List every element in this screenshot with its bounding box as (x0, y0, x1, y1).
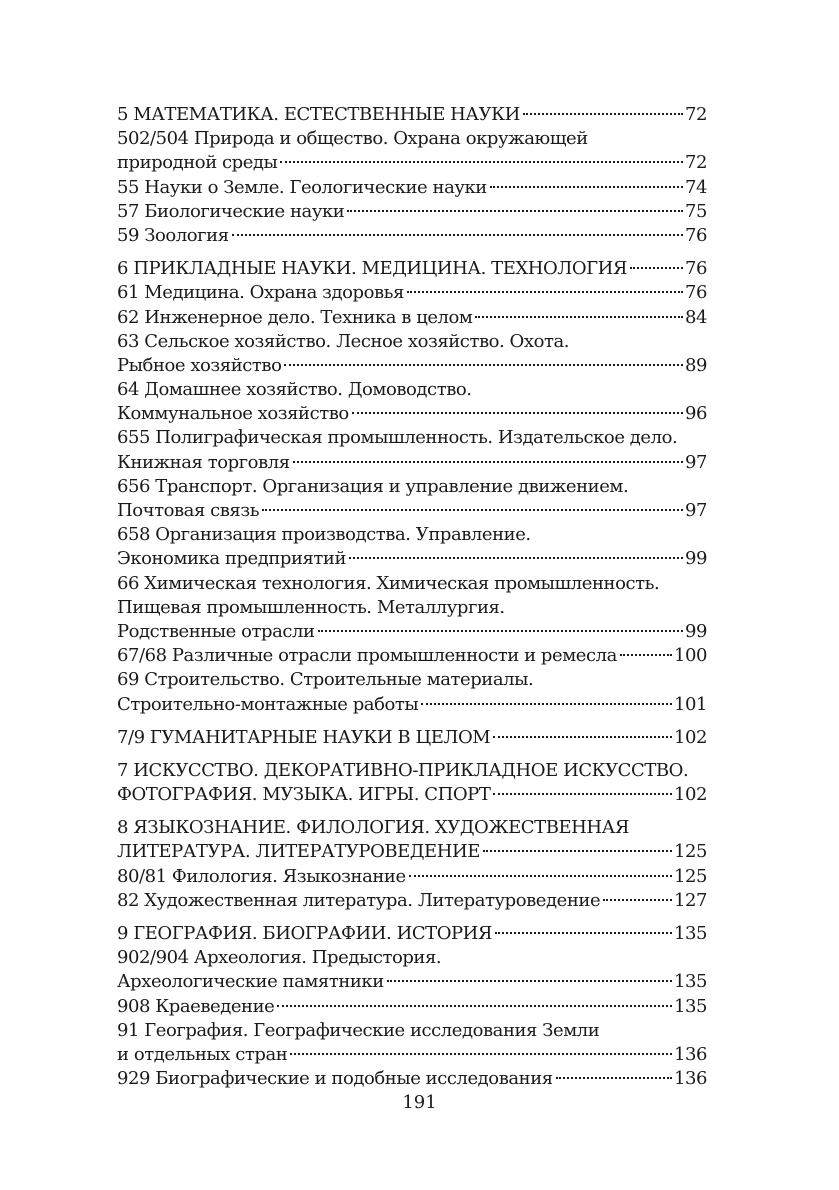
toc-entry-title: 502/504 Природа и общество. Охрана окружающей (117, 128, 588, 150)
toc-entry[interactable] (117, 426, 707, 474)
toc-entry[interactable] (117, 475, 707, 523)
toc-entry-title: 57 Биологические науки (117, 200, 345, 222)
dot-leader (421, 703, 672, 705)
toc-entry-title: Рыбное хозяйство (117, 354, 282, 376)
toc-entry-title: Строительно-монтажные работы (117, 693, 419, 715)
dot-leader (284, 364, 683, 366)
toc-entry-title: 658 Организация производства. Управление. (117, 524, 531, 546)
toc-entry-line (117, 572, 707, 596)
toc-entry[interactable] (117, 281, 707, 305)
toc-entry-line (117, 816, 707, 840)
toc-entry-line (117, 644, 707, 668)
toc-page-number: 72 (684, 104, 707, 125)
dot-leader (347, 210, 683, 212)
toc-page-number: 135 (673, 995, 707, 1017)
toc-page-number: 97 (684, 500, 707, 521)
toc-entry[interactable] (117, 330, 707, 378)
dot-leader (352, 412, 683, 414)
toc-entry-line (117, 402, 707, 426)
toc-page-number: 84 (684, 306, 707, 328)
toc-page-number: 99 (684, 620, 707, 642)
toc-page-number: 97 (684, 451, 707, 473)
toc-section-heading[interactable] (117, 103, 707, 127)
toc-entry[interactable] (117, 306, 707, 330)
toc-page-number: 74 (684, 176, 707, 198)
toc-entry-title: 67/68 Различные отрасли промышленности и ремесла (117, 645, 617, 667)
toc-entry-title: 69 Строительство. Строительные материалы. (117, 669, 534, 691)
dot-leader (409, 875, 672, 877)
toc-page-number: 89 (684, 354, 707, 376)
dot-leader (490, 186, 683, 188)
toc-entry-title: 6 ПРИКЛАДНЫЕ НАУКИ. МЕДИЦИНА. ТЕХНОЛОГИЯ (117, 258, 627, 280)
toc-entry-title: 7 ИСКУССТВО. ДЕКОРАТИВНО-ПРИКЛАДНОЕ ИСКУССТВО. (117, 759, 689, 781)
dot-leader (620, 654, 672, 656)
toc-page-number: 72 (684, 152, 707, 174)
toc-entry[interactable] (117, 644, 707, 668)
toc-entry-line (117, 224, 707, 248)
toc-entry-title: 59 Зоология (117, 224, 229, 246)
toc-entry-line (117, 547, 707, 571)
toc-entry-title: Родственные отрасли (117, 620, 315, 642)
toc-entry-title: 62 Инженерное дело. Техника в целом (117, 306, 473, 328)
toc-entry-line (117, 1043, 707, 1067)
toc-page-number: 127 (673, 889, 707, 911)
toc-entry-title: и отдельных стран (117, 1043, 288, 1065)
toc-entry-title: 656 Транспорт. Организация и управление движением. (117, 475, 629, 497)
toc-entry-title: 55 Науки о Земле. Геологические науки (117, 176, 487, 198)
toc-entry[interactable] (117, 378, 707, 426)
toc-entry-title: Почтовая связь (117, 500, 260, 521)
toc-entry-line (117, 330, 707, 354)
dot-leader (277, 1005, 672, 1007)
toc-entry-title: природной среды (117, 152, 278, 174)
table-of-contents (117, 103, 707, 1091)
toc-page-number: 101 (673, 693, 707, 715)
toc-entry-title: 9 ГЕОГРАФИЯ. БИОГРАФИИ. ИСТОРИЯ (117, 923, 493, 944)
toc-entry-line (117, 378, 707, 402)
page-number: 191 (402, 1092, 437, 1113)
toc-entry-title: 655 Полиграфическая промышленность. Издательское дело. (117, 427, 678, 449)
toc-entry-title: 66 Химическая технология. Химическая промышленность. (117, 572, 660, 594)
toc-entry-line (117, 889, 707, 913)
toc-entry-title: 80/81 Филология. Языкознание (117, 865, 406, 887)
toc-entry-line (117, 176, 707, 200)
toc-entry-title: Книжная торговля (117, 451, 290, 473)
toc-entry-title: 929 Биографические и подобные исследования (117, 1068, 553, 1090)
toc-entry-line (117, 693, 707, 717)
toc-entry-line (117, 523, 707, 547)
toc-page-number: 76 (684, 282, 707, 304)
toc-entry-title: ЛИТЕРАТУРА. ЛИТЕРАТУРОВЕДЕНИЕ (117, 841, 480, 863)
toc-page-number: 96 (684, 403, 707, 425)
dot-leader (232, 234, 683, 236)
toc-entry-line (117, 668, 707, 692)
toc-entry-line (117, 1067, 707, 1091)
toc-page-number: 125 (673, 865, 707, 887)
toc-page-number: 136 (673, 1043, 707, 1065)
toc-entry-line (117, 970, 707, 994)
toc-entry-line (117, 426, 707, 450)
toc-entry-line (117, 1019, 707, 1043)
toc-entry-title: 908 Краеведение (117, 995, 275, 1017)
toc-page-number: 100 (673, 645, 707, 667)
dot-leader (293, 461, 683, 463)
toc-entry-title: 61 Медицина. Охрана здоровья (117, 282, 404, 304)
dot-leader (630, 267, 683, 269)
dot-leader (475, 316, 683, 318)
toc-entry[interactable] (117, 889, 707, 913)
toc-entry[interactable] (117, 865, 707, 889)
dot-leader (349, 557, 683, 559)
toc-section-heading[interactable] (117, 726, 707, 750)
toc-section-heading[interactable] (117, 257, 707, 281)
toc-entry-line (117, 200, 707, 224)
toc-entry-line (117, 726, 707, 750)
dot-leader (556, 1077, 672, 1079)
toc-entry-line (117, 759, 707, 783)
toc-page-number: 102 (673, 726, 707, 748)
toc-entry-title: Пищевая промышленность. Металлургия. (117, 596, 505, 618)
toc-entry-line (117, 946, 707, 970)
toc-entry-title: Археологические памятники (117, 971, 384, 993)
toc-entry-title: 82 Художественная литература. Литературоведение (117, 889, 601, 911)
toc-entry-line (117, 620, 707, 644)
toc-entry[interactable] (117, 176, 707, 200)
toc-entry[interactable] (117, 572, 707, 645)
toc-entry-title: 64 Домашнее хозяйство. Домоводство. (117, 379, 472, 401)
toc-entry-title: 91 География. Географические исследования Земли (117, 1019, 600, 1041)
toc-section-heading[interactable] (117, 759, 707, 807)
dot-leader (262, 509, 683, 511)
dot-leader (290, 1053, 672, 1055)
toc-entry[interactable] (117, 1019, 707, 1067)
toc-entry-line (117, 840, 707, 864)
toc-entry[interactable] (117, 946, 707, 994)
dot-leader (483, 850, 672, 852)
toc-entry-line (117, 281, 707, 305)
toc-entry-title: 7/9 ГУМАНИТАРНЫЕ НАУКИ В ЦЕЛОМ (117, 726, 491, 748)
toc-page-number: 76 (684, 224, 707, 246)
dot-leader (280, 161, 683, 163)
toc-entry-line (117, 499, 707, 523)
toc-entry-title: 63 Сельское хозяйство. Лесное хозяйство. Охота. (117, 330, 570, 352)
toc-entry-title: ФОТОГРАФИЯ. МУЗЫКА. ИГРЫ. СПОРТ (117, 784, 491, 806)
toc-entry-title: 902/904 Археология. Предыстория. (117, 947, 442, 969)
toc-entry-line (117, 922, 707, 946)
toc-entry-line (117, 475, 707, 499)
toc-entry-title: Экономика предприятий (117, 548, 347, 570)
toc-entry[interactable] (117, 200, 707, 224)
toc-entry-line (117, 306, 707, 330)
toc-entry-line (117, 451, 707, 475)
toc-entry-line (117, 865, 707, 889)
dot-leader (407, 291, 683, 293)
toc-page-number: 136 (673, 1068, 707, 1090)
toc-entry-title: Коммунальное хозяйство (117, 403, 349, 425)
toc-entry[interactable] (117, 1067, 707, 1091)
toc-page-number: 75 (684, 200, 707, 222)
toc-page-number: 135 (673, 923, 707, 944)
toc-page-number: 99 (684, 548, 707, 570)
toc-entry[interactable] (117, 668, 707, 716)
toc-section-heading[interactable] (117, 816, 707, 864)
toc-entry-line (117, 995, 707, 1019)
toc-entry-title: 8 ЯЗЫКОЗНАНИЕ. ФИЛОЛОГИЯ. ХУДОЖЕСТВЕННАЯ (117, 817, 629, 839)
toc-entry-title: 5 МАТЕМАТИКА. ЕСТЕСТВЕННЫЕ НАУКИ (117, 104, 520, 125)
toc-page-number: 135 (673, 971, 707, 993)
dot-leader (523, 113, 683, 115)
toc-entry[interactable] (117, 224, 707, 248)
toc-entry-line (117, 151, 707, 175)
dot-leader (603, 899, 672, 901)
dot-leader (495, 932, 672, 934)
toc-page-number: 125 (673, 841, 707, 863)
toc-entry[interactable] (117, 995, 707, 1019)
dot-leader (318, 630, 683, 632)
toc-entry[interactable] (117, 127, 707, 175)
toc-entry-line (117, 596, 707, 620)
toc-page-number: 102 (673, 784, 707, 806)
toc-entry[interactable] (117, 523, 707, 571)
dot-leader (493, 736, 672, 738)
toc-entry-line (117, 127, 707, 151)
toc-entry-line (117, 354, 707, 378)
dot-leader (493, 793, 672, 795)
toc-entry-line (117, 103, 707, 127)
toc-entry-line (117, 783, 707, 807)
dot-leader (387, 980, 672, 982)
toc-entry-line (117, 257, 707, 281)
toc-section-heading[interactable] (117, 922, 707, 946)
toc-page-number: 76 (684, 258, 707, 280)
